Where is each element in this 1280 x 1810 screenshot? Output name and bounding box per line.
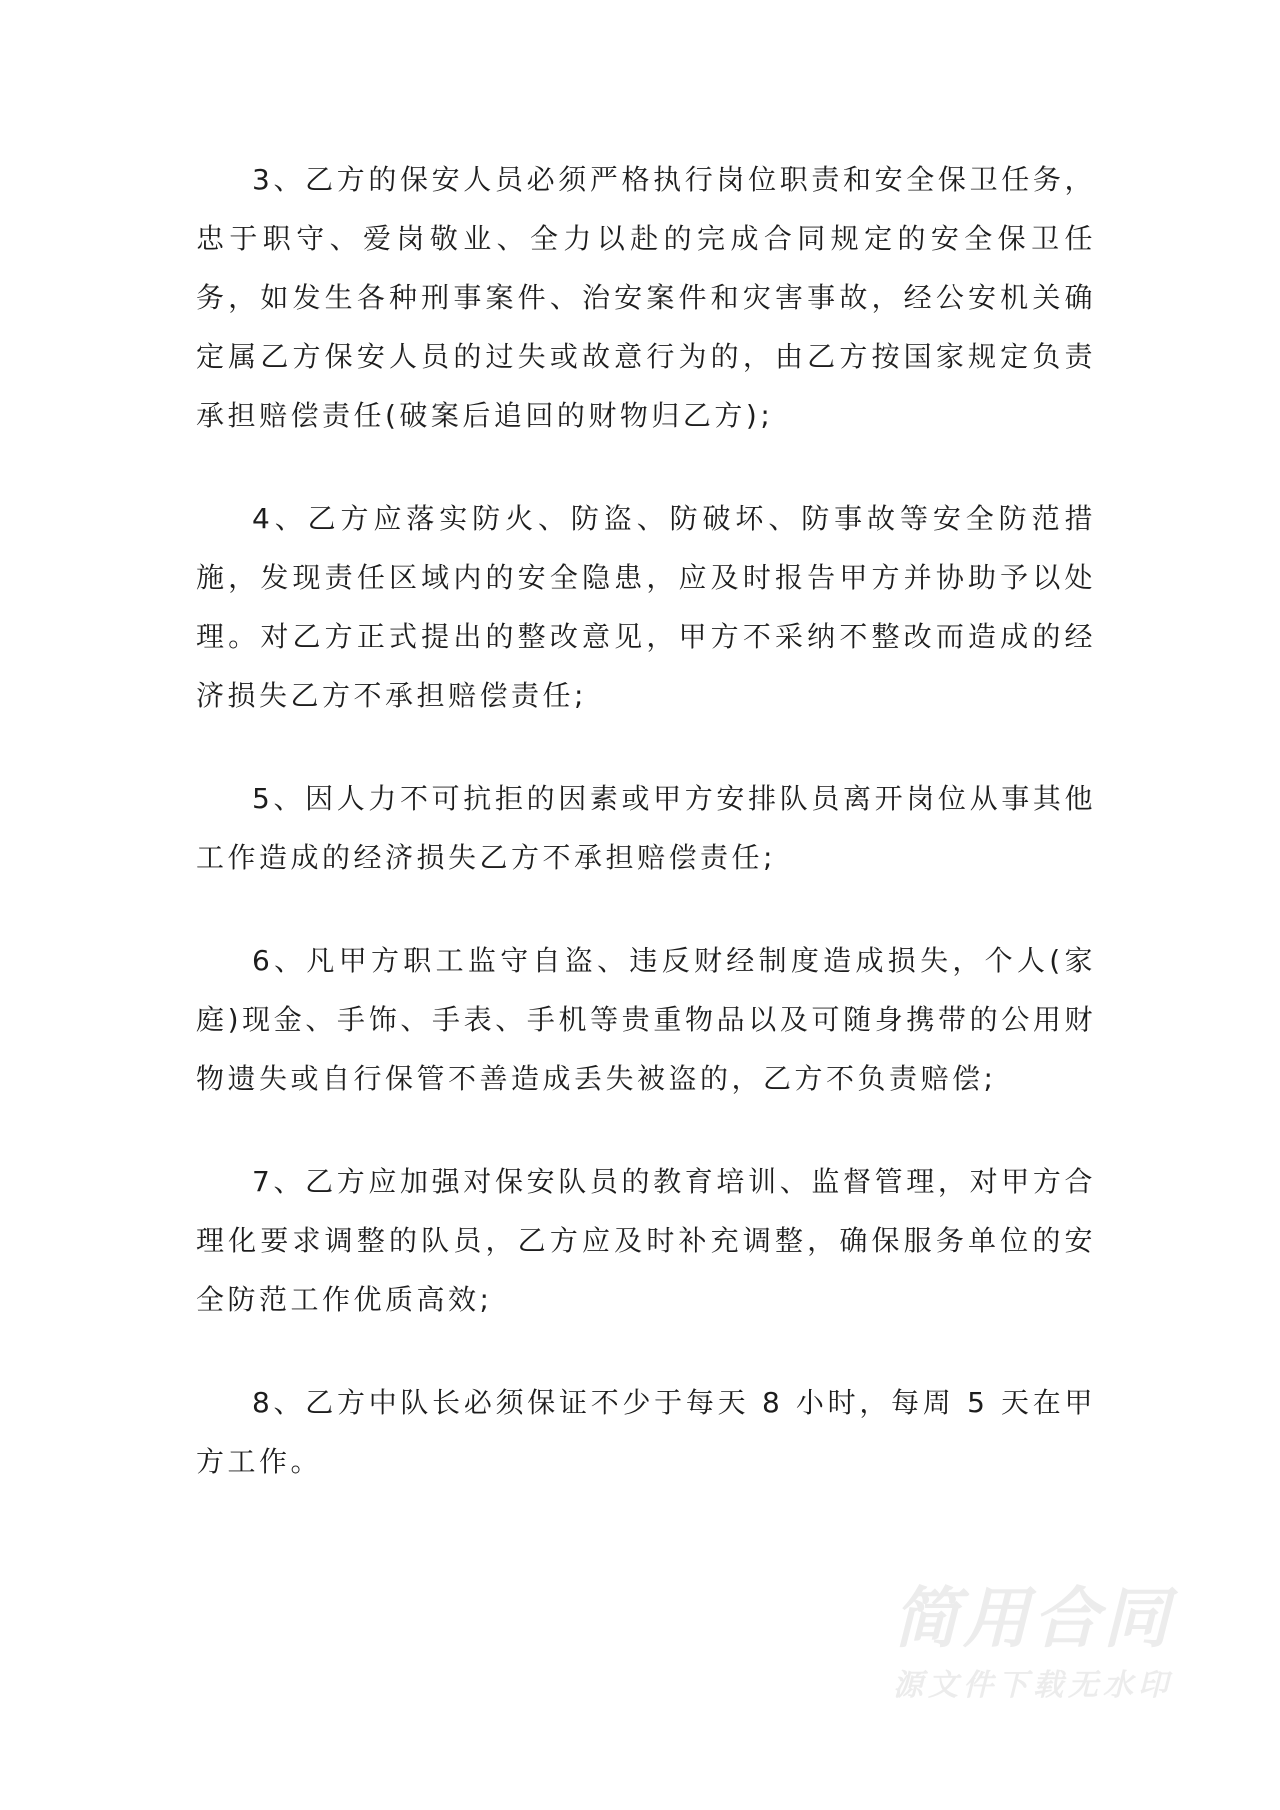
watermark-title: 简用合同 — [893, 1580, 1173, 1657]
clause-7: 7、乙方应加强对保安队员的教育培训、监督管理，对甲方合理化要求调整的队员，乙方应及时补充调整，确保服务单位的安全防范工作优质高效; — [196, 1165, 1096, 1316]
clause-5: 5、因人力不可抗拒的因素或甲方安排队员离开岗位从事其他工作造成的经济损失乙方不承担赔偿责任; — [196, 782, 1096, 874]
clause-4: 4、乙方应落实防火、防盗、防破坏、防事故等安全防范措施，发现责任区域内的安全隐患，应及时报告甲方并协助予以处理。对乙方正式提出的整改意见，甲方不采纳不整改而造成的经济损失乙方不承担赔偿责任; — [196, 502, 1096, 712]
watermark — [878, 1580, 1188, 1708]
clause-8: 8、乙方中队长必须保证不少于每天 8 小时，每周 5 天在甲方工作。 — [196, 1386, 1096, 1478]
watermark-subtitle: 源文件下载无水印 — [893, 1668, 1173, 1703]
clause-6: 6、凡甲方职工监守自盗、违反财经制度造成损失，个人(家庭)现金、手饰、手表、手机等贵重物品以及可随身携带的公用财物遗失或自行保管不善造成丢失被盗的，乙方不负责赔偿; — [196, 944, 1096, 1095]
document-body — [196, 150, 1096, 1491]
clause-3: 3、乙方的保安人员必须严格执行岗位职责和安全保卫任务，忠于职守、爱岗敬业、全力以赴的完成合同规定的安全保卫任务，如发生各种刑事案件、治安案件和灾害事故，经公安机关确定属乙方保安人员的过失或故意行为的，由乙方按国家规定负责承担赔偿责任(破案后追回的财物归乙方); — [196, 163, 1096, 432]
